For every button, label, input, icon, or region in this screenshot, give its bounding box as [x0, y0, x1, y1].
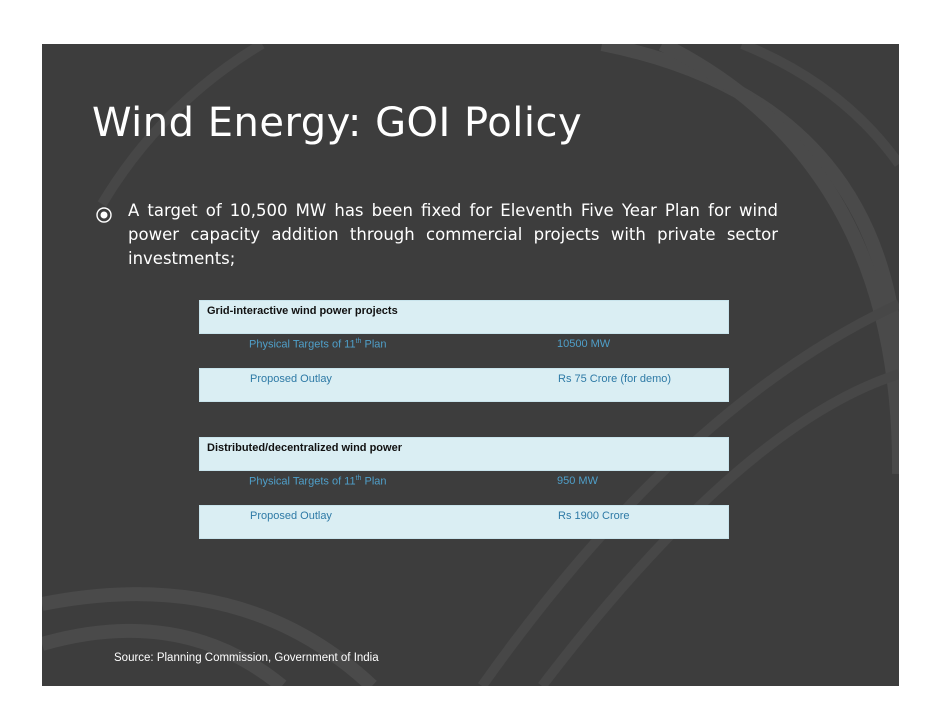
row-label-sup: th — [355, 475, 362, 482]
slide-title: Wind Energy: GOI Policy — [92, 100, 583, 146]
table-header — [199, 437, 729, 471]
row-label: Proposed Outlay — [250, 373, 332, 385]
bullet-icon — [94, 205, 114, 225]
source-note: Source: Planning Commission, Government of India — [114, 652, 379, 664]
table-row — [199, 334, 729, 368]
table-header-label: Distributed/decentralized wind power — [207, 442, 402, 454]
row-label — [249, 475, 387, 488]
table-row — [199, 368, 729, 402]
row-label-text: Physical Targets of 11 — [249, 475, 356, 488]
table-distributed — [199, 437, 729, 539]
row-label: Proposed Outlay — [250, 510, 332, 522]
table-row — [199, 505, 729, 539]
row-label-suffix: Plan — [361, 475, 387, 488]
bullet-text: A target of 10,500 MW has been fixed for Eleventh Five Year Plan for wind power capacity addition through commercial projects with private sector investments; — [128, 201, 778, 268]
table-grid-interactive — [199, 300, 729, 402]
row-value: Rs 75 Crore (for demo) — [558, 373, 672, 385]
row-label-text: Physical Targets of 11 — [249, 338, 356, 351]
table-header-label: Grid-interactive wind power projects — [207, 305, 398, 317]
table-row — [199, 471, 729, 505]
row-value: 10500 MW — [557, 338, 611, 350]
row-label-sup: th — [355, 338, 362, 345]
row-label — [249, 338, 387, 351]
row-label-suffix: Plan — [361, 338, 387, 351]
table-header — [199, 300, 729, 334]
slide — [42, 44, 899, 686]
row-value: 950 MW — [557, 475, 598, 487]
row-value: Rs 1900 Crore — [558, 510, 630, 522]
